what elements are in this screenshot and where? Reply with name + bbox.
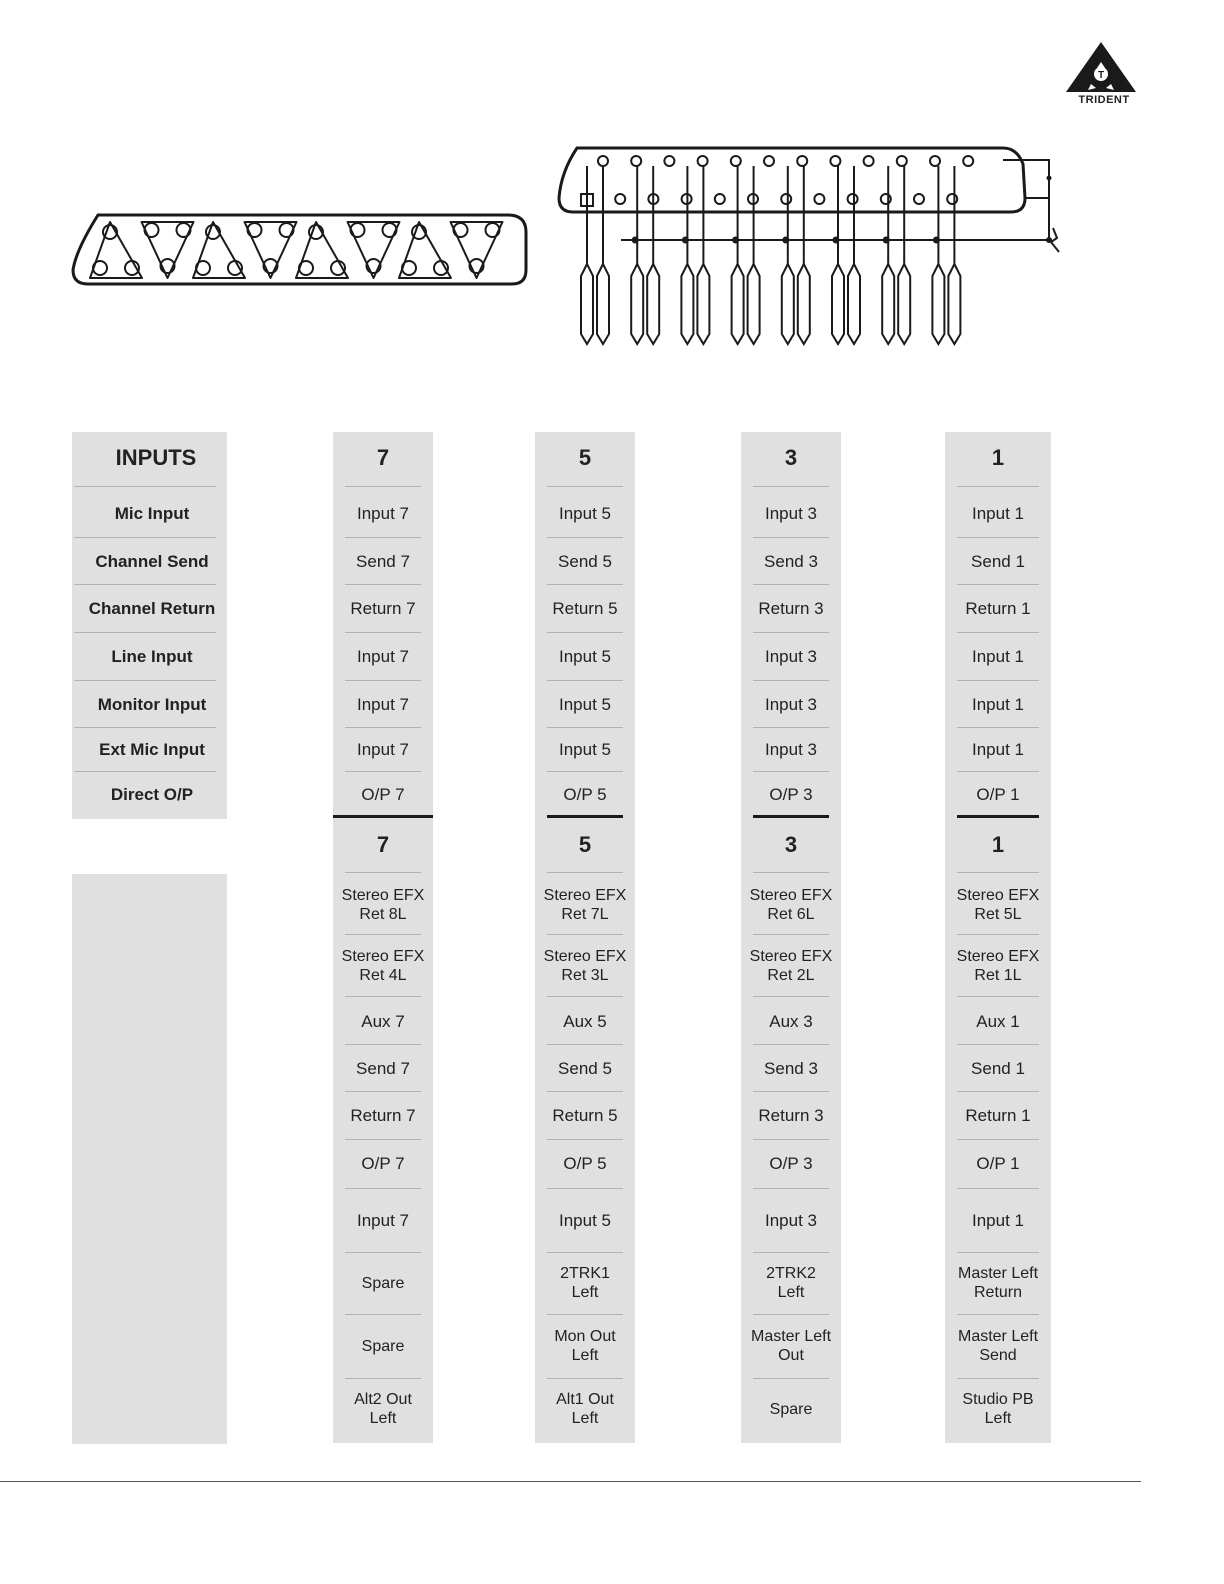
pin-assignment: Return 7 <box>350 598 416 618</box>
section-divider <box>333 815 433 818</box>
section-divider <box>547 815 623 818</box>
pin-assignment-line: Input 1 <box>972 1210 1024 1230</box>
pin-assignment: Return 1 <box>965 598 1031 618</box>
row-separator <box>753 1378 829 1379</box>
connector-pin <box>402 261 416 275</box>
pin-assignment: O/P 5 <box>563 784 607 804</box>
connector-pin <box>177 223 191 237</box>
pin-number-header: 7 <box>376 444 390 470</box>
pin-assignment: Input 3 <box>765 694 817 714</box>
pin-assignment <box>333 877 433 933</box>
pin-assignment: Input 1 <box>972 503 1024 523</box>
row-separator <box>547 934 623 935</box>
wire-plug <box>647 264 659 344</box>
pin-assignment: Input 3 <box>765 646 817 666</box>
pin-assignment-line: Stereo EFX <box>749 887 833 904</box>
pin-assignment: Send 5 <box>558 551 612 571</box>
connector-pin-group <box>142 222 194 278</box>
d-sub-pin-bottom <box>715 194 725 204</box>
pin-assignment-line: Send 3 <box>764 1058 818 1078</box>
pin-assignment-line: 2TRK1 <box>560 1265 610 1282</box>
d-sub-pin-top <box>930 156 940 166</box>
connector-pin <box>383 223 397 237</box>
pin-assignment: O/P 7 <box>361 784 405 804</box>
section-divider <box>753 815 829 818</box>
connector-pin <box>299 261 313 275</box>
d-sub-pin-top <box>698 156 708 166</box>
row-separator <box>957 1044 1039 1045</box>
pin-assignment: Input 7 <box>357 646 409 666</box>
pin-assignment <box>535 1316 635 1376</box>
d-sub-pin-top <box>598 156 608 166</box>
pin-assignment-line: Input 5 <box>559 1210 611 1230</box>
row-label: Ext Mic Input <box>99 739 205 759</box>
d-sub-connector-diagram <box>555 142 1095 352</box>
pin-assignment: Send 3 <box>764 551 818 571</box>
pin-assignment: Input 1 <box>972 739 1024 759</box>
pin-assignment <box>741 1093 841 1137</box>
pin-number-header: 3 <box>784 831 798 857</box>
pin-assignment: Return 3 <box>758 598 824 618</box>
pin-assignment <box>333 999 433 1043</box>
d-sub-pin-bottom <box>814 194 824 204</box>
row-separator <box>753 486 829 487</box>
row-separator <box>753 1314 829 1315</box>
pin-assignment <box>741 1190 841 1250</box>
pin-assignment: Input 5 <box>559 503 611 523</box>
pin-assignment-line: Master Left <box>750 1328 832 1345</box>
multipin-connector-diagram <box>68 210 532 290</box>
row-separator <box>753 1091 829 1092</box>
pin-assignment-line: O/P 5 <box>563 1153 607 1173</box>
pin-assignment-line: O/P 1 <box>976 1153 1020 1173</box>
row-separator <box>547 1378 623 1379</box>
trident-logo-icon <box>1060 40 1146 96</box>
pin-assignment: O/P 1 <box>976 784 1020 804</box>
wire-plug <box>631 264 643 344</box>
pin-assignment <box>535 1190 635 1250</box>
wire-plug <box>898 264 910 344</box>
pin-assignment <box>535 1141 635 1185</box>
connector-pin <box>486 223 500 237</box>
pin-assignment <box>945 1190 1051 1250</box>
pin-assignment <box>741 1254 841 1312</box>
row-separator <box>957 996 1039 997</box>
d-sub-pin-top <box>797 156 807 166</box>
pin-assignment: Input 1 <box>972 694 1024 714</box>
row-separator <box>957 1188 1039 1189</box>
pin-assignment-line: Stereo EFX <box>956 887 1040 904</box>
pin-assignment-line: Return 5 <box>552 1105 618 1125</box>
pin-assignment <box>741 877 841 933</box>
pin-assignment: Send 1 <box>971 551 1025 571</box>
pin-assignment-line: Alt1 Out <box>556 1391 614 1408</box>
wire-plug <box>798 264 810 344</box>
pin-assignment-line: Studio PB <box>962 1391 1034 1408</box>
row-separator <box>547 1314 623 1315</box>
pin-assignment-line: Aux 7 <box>361 1011 405 1031</box>
row-label: Channel Send <box>95 551 209 571</box>
row-separator <box>547 1044 623 1045</box>
pin-assignment-line: Aux 1 <box>976 1011 1020 1031</box>
pin-assignment <box>945 1141 1051 1185</box>
d-sub-pin-top <box>830 156 840 166</box>
pin-assignment <box>333 1190 433 1250</box>
pin-assignment <box>535 999 635 1043</box>
pin-assignment: Input 3 <box>765 739 817 759</box>
pin-assignment: Input 7 <box>357 694 409 714</box>
pin-assignment-line: Return <box>973 1284 1023 1301</box>
d-sub-pin-bottom <box>947 194 957 204</box>
pin-assignment <box>535 1380 635 1438</box>
wire-plug <box>848 264 860 344</box>
pin-assignment-line: Spare <box>769 1400 813 1418</box>
wire-plug <box>882 264 894 344</box>
pin-assignment-line: Ret 3L <box>561 967 609 984</box>
pin-assignment-line: Stereo EFX <box>341 948 425 965</box>
pin-assignment <box>945 1316 1051 1376</box>
pin-assignment-line: O/P 3 <box>769 1153 813 1173</box>
row-separator <box>547 1091 623 1092</box>
row-separator <box>74 486 216 487</box>
row-label: Line Input <box>111 646 193 666</box>
row-separator <box>753 934 829 935</box>
row-separator <box>753 1139 829 1140</box>
pin-assignment: Input 1 <box>972 646 1024 666</box>
d-sub-pin-bottom <box>881 194 891 204</box>
pin-assignment-line: Mon Out <box>554 1328 616 1345</box>
pin-assignment <box>741 1141 841 1185</box>
d-sub-pin-bottom <box>848 194 858 204</box>
row-label: Monitor Input <box>97 694 207 714</box>
pin-assignment-line: Ret 8L <box>359 906 407 923</box>
inputs-blank-panel <box>72 874 227 1444</box>
pin-assignment-line: Send 5 <box>558 1058 612 1078</box>
pin-assignment <box>945 1093 1051 1137</box>
pin-assignment: Send 7 <box>356 551 410 571</box>
pin-assignment-line: Send <box>979 1347 1017 1364</box>
row-separator <box>345 1188 421 1189</box>
row-separator <box>753 996 829 997</box>
pin-assignment-line: Left <box>777 1284 805 1301</box>
pin-assignment-line: 2TRK2 <box>766 1265 816 1282</box>
pin-assignment-line: Out <box>778 1347 804 1364</box>
pin-assignment <box>945 1254 1051 1312</box>
row-separator <box>957 1314 1039 1315</box>
d-sub-pin-top <box>897 156 907 166</box>
pin-assignment-line: Ret 4L <box>359 967 407 984</box>
footer-rule <box>0 1481 1141 1482</box>
pin-assignment-line: Spare <box>361 1274 405 1292</box>
wire-plug <box>581 264 593 344</box>
row-label: Channel Return <box>88 598 216 618</box>
connector-pin <box>145 223 159 237</box>
row-separator <box>547 1139 623 1140</box>
pin-assignment-line: Left <box>571 1284 599 1301</box>
row-separator <box>345 1378 421 1379</box>
wire-plug <box>932 264 944 344</box>
pin-assignment: O/P 3 <box>769 784 813 804</box>
row-separator <box>345 996 421 997</box>
pin-assignment-line: Stereo EFX <box>341 887 425 904</box>
pin-assignment-line: Spare <box>361 1337 405 1355</box>
pin-assignment <box>945 999 1051 1043</box>
row-separator <box>753 1252 829 1253</box>
row-separator <box>957 1091 1039 1092</box>
pin-assignment-line: Stereo EFX <box>543 948 627 965</box>
pin-assignment <box>741 1046 841 1090</box>
connector-pin <box>454 223 468 237</box>
pin-assignment <box>333 1316 433 1376</box>
pin-assignment-line: Stereo EFX <box>543 887 627 904</box>
connector-pin <box>351 223 365 237</box>
wire-plug <box>681 264 693 344</box>
svg-text:T: T <box>1097 70 1105 81</box>
pin-assignment <box>945 1046 1051 1090</box>
d-sub-pin-top <box>664 156 674 166</box>
row-separator <box>753 1188 829 1189</box>
pin-assignment-line: Alt2 Out <box>354 1391 412 1408</box>
trident-logo-text: TRIDENT <box>1078 94 1130 106</box>
connector-pin <box>280 223 294 237</box>
pin-assignment-line: Send 1 <box>971 1058 1025 1078</box>
wire-plug <box>732 264 744 344</box>
pin-assignment <box>535 938 635 994</box>
row-separator <box>345 1044 421 1045</box>
pin-assignment: Input 5 <box>559 646 611 666</box>
pin-assignment <box>741 999 841 1043</box>
row-separator <box>345 1314 421 1315</box>
row-separator <box>345 934 421 935</box>
wire-plug <box>597 264 609 344</box>
pin-assignment-line: Input 3 <box>765 1210 817 1230</box>
row-separator <box>345 1139 421 1140</box>
d-sub-pin-top <box>631 156 641 166</box>
pin-number-header: 5 <box>578 444 592 470</box>
row-separator <box>345 872 421 873</box>
pin-assignment-line: Left <box>369 1410 397 1427</box>
pin-number-header: 3 <box>784 444 798 470</box>
pin-assignment-line: Master Left <box>957 1328 1039 1345</box>
wire-plug <box>832 264 844 344</box>
d-sub-pin-top <box>731 156 741 166</box>
pin-number-header: 5 <box>578 831 592 857</box>
d-sub-pin-top <box>864 156 874 166</box>
pin-assignment-line: Stereo EFX <box>749 948 833 965</box>
row-separator <box>753 872 829 873</box>
pin-assignment-line: Input 7 <box>357 1210 409 1230</box>
pin-assignment <box>333 1046 433 1090</box>
d-sub-pin-bottom <box>781 194 791 204</box>
row-separator <box>345 1091 421 1092</box>
connector-pin-group <box>245 222 297 278</box>
pin-assignment <box>741 1380 841 1438</box>
row-separator <box>547 872 623 873</box>
row-label: Direct O/P <box>110 784 194 804</box>
connector-pin-group <box>451 222 503 278</box>
pin-number-header: 1 <box>991 831 1005 857</box>
pin-assignment-line: Master Left <box>957 1265 1039 1282</box>
pin-assignment: Input 7 <box>357 739 409 759</box>
row-separator <box>957 486 1039 487</box>
pin-assignment <box>333 1093 433 1137</box>
pin-assignment-line: Return 1 <box>965 1105 1031 1125</box>
pin-assignment-line: Ret 7L <box>561 906 609 923</box>
pin-assignment <box>535 877 635 933</box>
wire-plug <box>782 264 794 344</box>
row-separator <box>957 1252 1039 1253</box>
pin-assignment <box>333 1254 433 1312</box>
row-separator <box>547 486 623 487</box>
pin-assignment-line: Ret 5L <box>974 906 1022 923</box>
row-separator <box>547 1252 623 1253</box>
connector-pin-group <box>348 222 400 278</box>
pin-assignment <box>945 938 1051 994</box>
pin-assignment-line: Ret 1L <box>974 967 1022 984</box>
pin-assignment-line: Return 7 <box>350 1105 416 1125</box>
pin-assignment-line: Ret 6L <box>767 906 815 923</box>
inputs-header: INPUTS <box>115 444 197 470</box>
pin-assignment-line: Aux 3 <box>769 1011 813 1031</box>
row-separator <box>345 486 421 487</box>
pin-assignment <box>945 877 1051 933</box>
pin-assignment <box>741 1316 841 1376</box>
pin-assignment-line: Aux 5 <box>563 1011 607 1031</box>
d-sub-pin-top <box>963 156 973 166</box>
wire-plug <box>948 264 960 344</box>
row-separator <box>547 1188 623 1189</box>
section-divider <box>957 815 1039 818</box>
row-separator <box>957 1378 1039 1379</box>
trident-logo <box>1060 40 1146 110</box>
pin-assignment-line: Send 7 <box>356 1058 410 1078</box>
pin-assignment <box>333 1141 433 1185</box>
pin-number-header: 7 <box>376 831 390 857</box>
d-sub-pin-top <box>764 156 774 166</box>
pin-assignment: Input 5 <box>559 739 611 759</box>
pin-assignment-line: Return 3 <box>758 1105 824 1125</box>
connector-pin <box>248 223 262 237</box>
d-sub-pin-bottom <box>914 194 924 204</box>
pin-assignment: Return 5 <box>552 598 618 618</box>
pin-assignment-line: Stereo EFX <box>956 948 1040 965</box>
pin-assignment <box>945 1380 1051 1438</box>
pin-assignment-line: Ret 2L <box>767 967 815 984</box>
pin-assignment <box>535 1046 635 1090</box>
row-separator <box>345 1252 421 1253</box>
pin-assignment <box>333 1380 433 1438</box>
row-label: Mic Input <box>114 503 190 523</box>
pin-assignment-line: Left <box>984 1410 1012 1427</box>
pin-assignment <box>333 938 433 994</box>
wire-plug <box>748 264 760 344</box>
pin-assignment: Input 3 <box>765 503 817 523</box>
wire-plug <box>697 264 709 344</box>
row-separator <box>957 934 1039 935</box>
connector-pin <box>196 261 210 275</box>
pin-assignment-line: Left <box>571 1410 599 1427</box>
d-sub-pin-bottom <box>615 194 625 204</box>
pin-assignment: Input 5 <box>559 694 611 714</box>
connector-pin <box>93 261 107 275</box>
pin-assignment-line: Left <box>571 1347 599 1364</box>
pin-assignment <box>741 938 841 994</box>
row-separator <box>753 1044 829 1045</box>
pin-assignment: Input 7 <box>357 503 409 523</box>
row-separator <box>547 996 623 997</box>
pin-assignment <box>535 1093 635 1137</box>
pin-assignment-line: O/P 7 <box>361 1153 405 1173</box>
pin-number-header: 1 <box>991 444 1005 470</box>
row-separator <box>957 872 1039 873</box>
row-separator <box>957 1139 1039 1140</box>
pin-assignment <box>535 1254 635 1312</box>
